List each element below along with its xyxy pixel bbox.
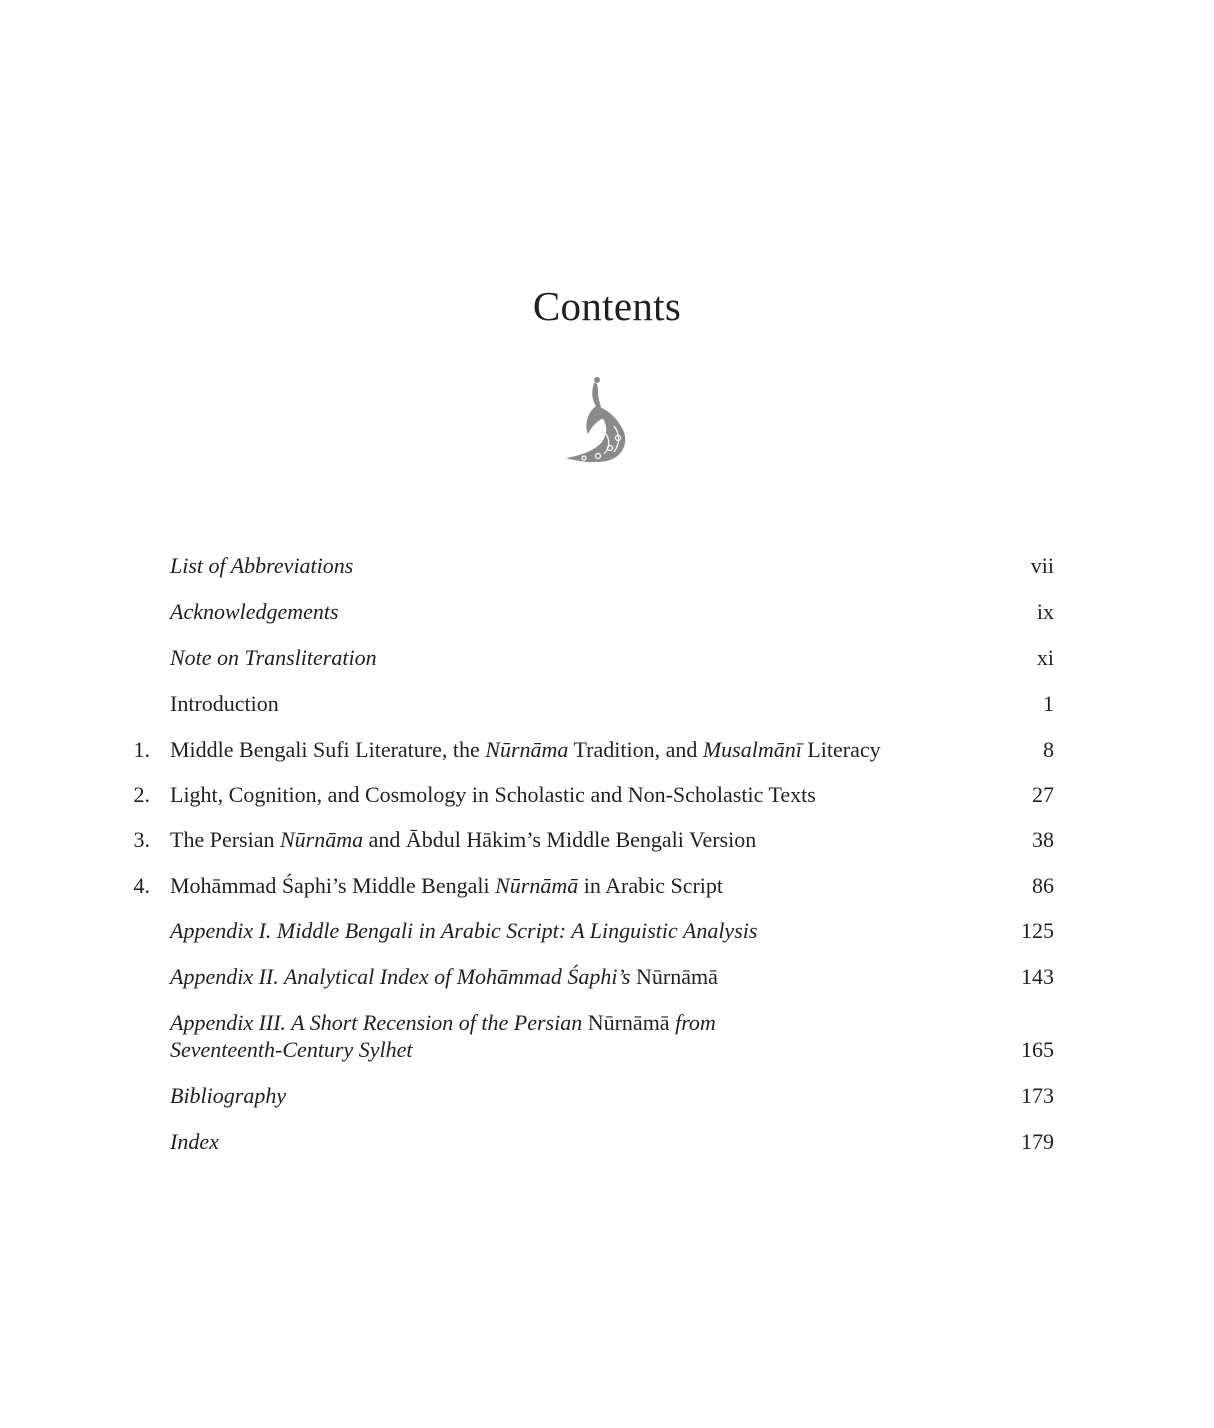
entry-title-part: Nūrnāmā — [495, 873, 579, 898]
entry-title-part: and Ābdul Hākim’s Middle Bengali Version — [363, 827, 757, 852]
entry-title: Introduction — [170, 691, 279, 716]
entry-title-part: Nūrnāma — [279, 827, 364, 852]
entry-title-part: Nūrnāmā — [587, 1010, 670, 1035]
entry-title-part: in Arabic Script — [578, 873, 724, 898]
entry-title: Index — [170, 1129, 219, 1154]
chapter-number: 4. — [133, 873, 150, 898]
page-number: 165 — [1021, 1037, 1054, 1062]
entry-title-part: Literacy — [801, 737, 881, 762]
entry-title-part: Middle Bengali Sufi Literature, the — [170, 737, 486, 762]
entry-title-part: Appendix II. Analytical Index of Mohāmmad Śaphi’s — [170, 964, 636, 989]
page-number: 125 — [1021, 918, 1054, 943]
entry-title: Bibliography — [170, 1083, 287, 1108]
entry-title: Acknowledgements — [170, 599, 339, 624]
entry-title-part: The Persian — [170, 827, 280, 852]
page-number: 86 — [1032, 873, 1054, 898]
chapter-number: 1. — [133, 737, 150, 762]
chapter-number: 3. — [133, 827, 150, 852]
entry-title: List of Abbreviations — [170, 553, 354, 578]
entry-title-part: Nūrnāma — [485, 737, 569, 762]
toc-entry-appendix-3[interactable] — [120, 1009, 1054, 1063]
entry-title-part: from Seventeenth-Century Sylhet — [170, 1010, 716, 1062]
entry-title-part: Nūrnāmā — [636, 964, 718, 989]
page-number: 173 — [1021, 1083, 1054, 1108]
page-number: 38 — [1032, 827, 1054, 852]
page-title: Contents — [532, 283, 682, 329]
page-number: 27 — [1032, 782, 1054, 807]
entry-title-part: Mohāmmad Śaphi’s Middle Bengali — [170, 873, 496, 898]
entry-title: Appendix I. Middle Bengali in Arabic Script: A Linguistic Analysis — [170, 918, 758, 943]
page-number: 8 — [1043, 737, 1054, 762]
entry-title: Note on Transliteration — [170, 645, 377, 670]
page-number: xi — [1036, 645, 1054, 670]
page-number: 179 — [1021, 1129, 1054, 1154]
page-number: 1 — [1043, 691, 1054, 716]
chapter-number: 2. — [133, 782, 150, 807]
peacock-icon — [558, 374, 636, 466]
entry-title-part: Appendix III. A Short Recension of the Persian — [170, 1010, 588, 1035]
page-number: vii — [1030, 553, 1054, 578]
entry-title: Light, Cognition, and Cosmology in Scholastic and Non-Scholastic Texts — [170, 782, 816, 807]
page-number: 143 — [1021, 964, 1054, 989]
entry-title-part: Tradition, and — [568, 737, 703, 762]
entry-title-part: Musalmānī — [702, 737, 802, 762]
page-number: ix — [1036, 599, 1054, 624]
